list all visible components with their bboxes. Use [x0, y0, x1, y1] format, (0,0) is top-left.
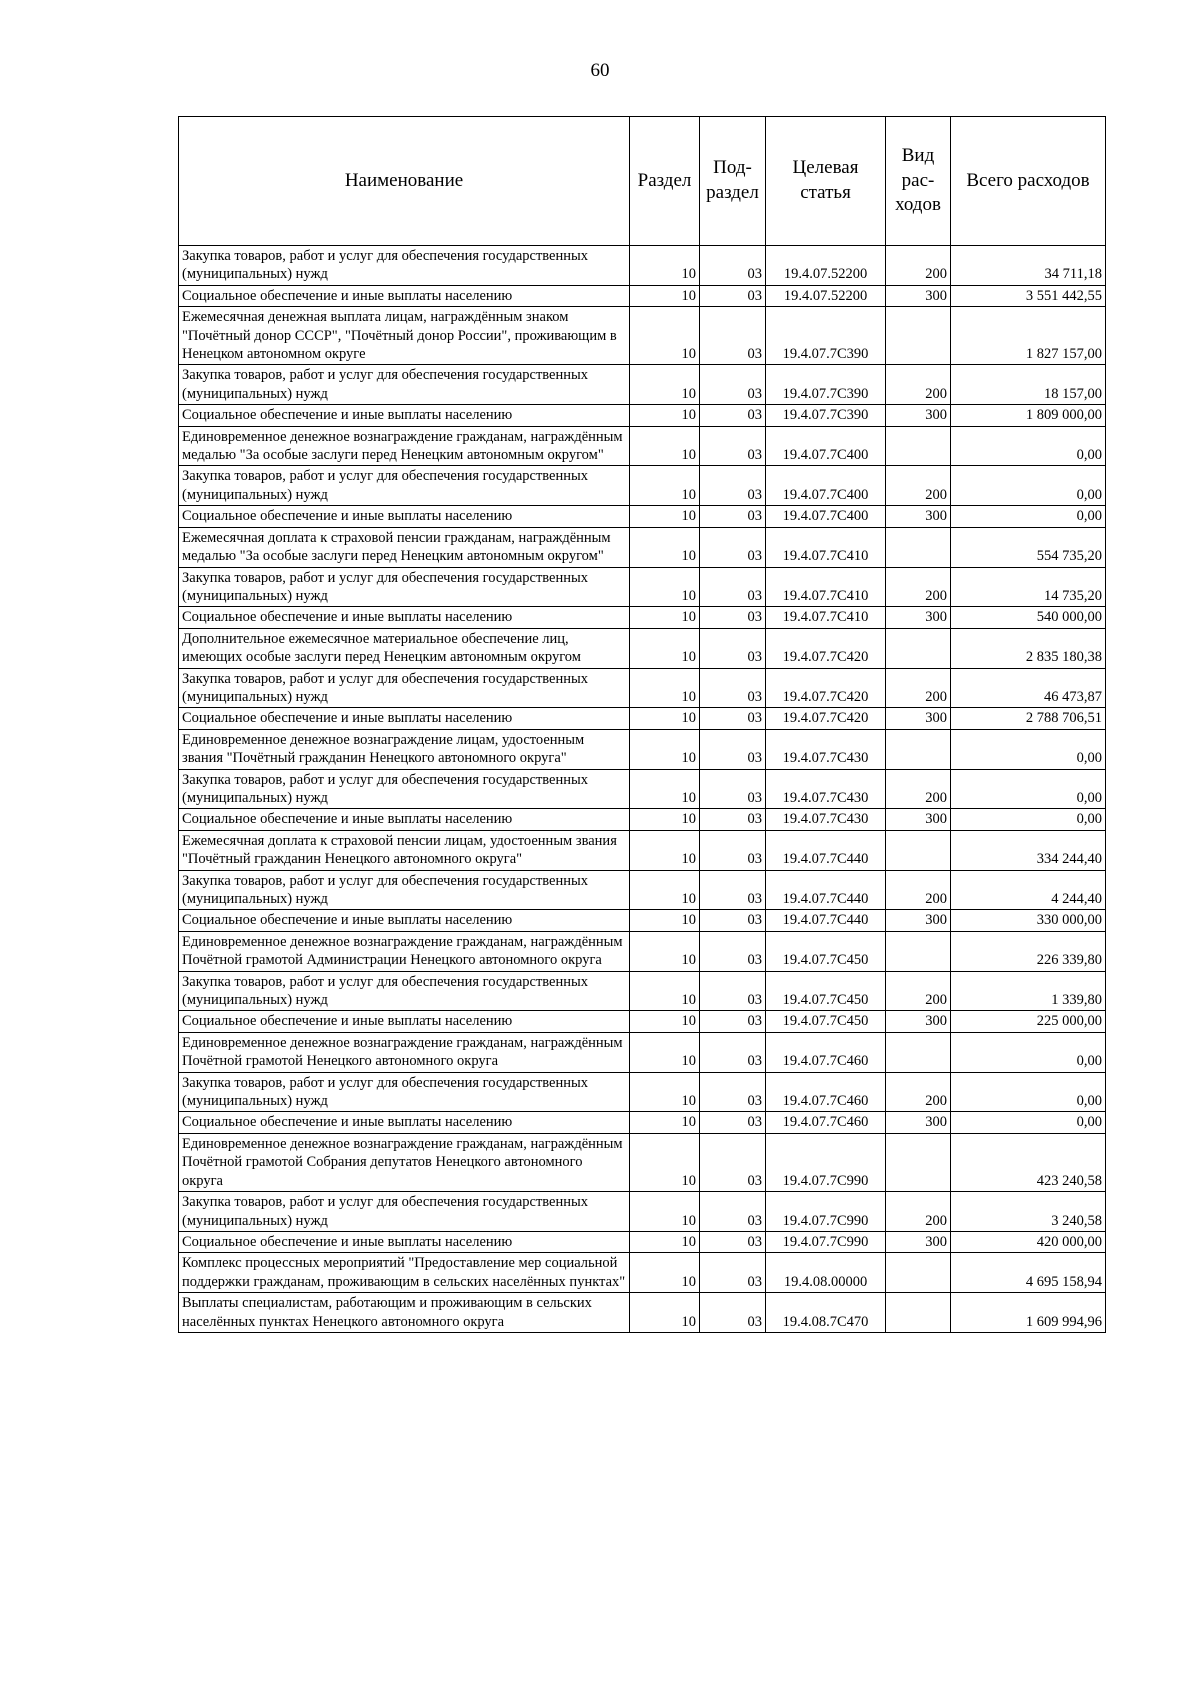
row-razdel-cell: 10	[630, 285, 700, 306]
row-razdel-cell: 10	[630, 971, 700, 1011]
table-row	[179, 567, 1106, 607]
row-name-cell: Закупка товаров, работ и услуг для обеспечения государственных (муниципальных) нужд	[179, 971, 630, 1011]
row-total-cell: 46 473,87	[951, 668, 1106, 708]
row-target-article-cell: 19.4.07.7С440	[766, 870, 886, 910]
row-podrazdel-cell: 03	[700, 307, 766, 365]
row-name-cell: Социальное обеспечение и иные выплаты населению	[179, 910, 630, 931]
row-podrazdel-cell: 03	[700, 1293, 766, 1333]
row-target-article-cell: 19.4.07.7С430	[766, 809, 886, 830]
row-razdel-cell: 10	[630, 668, 700, 708]
row-podrazdel-cell: 03	[700, 506, 766, 527]
row-razdel-cell: 10	[630, 870, 700, 910]
table-row	[179, 1231, 1106, 1252]
header-razdel: Раздел	[630, 117, 700, 246]
row-total-cell: 2 788 706,51	[951, 708, 1106, 729]
row-razdel-cell: 10	[630, 607, 700, 628]
row-name-cell: Закупка товаров, работ и услуг для обеспечения государственных (муниципальных) нужд	[179, 466, 630, 506]
row-total-cell: 3 551 442,55	[951, 285, 1106, 306]
row-podrazdel-cell: 03	[700, 830, 766, 870]
table-row	[179, 1072, 1106, 1112]
table-row	[179, 506, 1106, 527]
row-total-cell: 1 609 994,96	[951, 1293, 1106, 1333]
table-row	[179, 729, 1106, 769]
row-name-cell: Социальное обеспечение и иные выплаты населению	[179, 285, 630, 306]
row-podrazdel-cell: 03	[700, 246, 766, 286]
row-target-article-cell: 19.4.07.52200	[766, 246, 886, 286]
row-podrazdel-cell: 03	[700, 1133, 766, 1191]
row-total-cell: 0,00	[951, 1072, 1106, 1112]
row-podrazdel-cell: 03	[700, 1011, 766, 1032]
header-expense-type: Вид рас- ходов	[886, 117, 951, 246]
row-total-cell: 0,00	[951, 1112, 1106, 1133]
row-expense-type-cell: 200	[886, 769, 951, 809]
row-target-article-cell: 19.4.07.7С400	[766, 426, 886, 466]
table-row	[179, 1192, 1106, 1232]
row-name-cell: Единовременное денежное вознаграждение гражданам, награждённым Почётной грамотой Собрания депутатов Ненецкого автономного округа	[179, 1133, 630, 1191]
table-row	[179, 365, 1106, 405]
table-row	[179, 1133, 1106, 1191]
row-expense-type-cell	[886, 1293, 951, 1333]
row-expense-type-cell	[886, 307, 951, 365]
row-podrazdel-cell: 03	[700, 607, 766, 628]
row-target-article-cell: 19.4.08.7С470	[766, 1293, 886, 1333]
row-expense-type-cell: 300	[886, 285, 951, 306]
row-razdel-cell: 10	[630, 1253, 700, 1293]
row-podrazdel-cell: 03	[700, 405, 766, 426]
table-row	[179, 527, 1106, 567]
row-name-cell: Единовременное денежное вознаграждение гражданам, награждённым Почётной грамотой Администрации Ненецкого автономного округа	[179, 931, 630, 971]
row-total-cell: 423 240,58	[951, 1133, 1106, 1191]
header-target-article: Целевая статья	[766, 117, 886, 246]
row-expense-type-cell	[886, 1253, 951, 1293]
row-podrazdel-cell: 03	[700, 910, 766, 931]
table-row	[179, 668, 1106, 708]
row-razdel-cell: 10	[630, 527, 700, 567]
row-expense-type-cell	[886, 931, 951, 971]
row-name-cell: Социальное обеспечение и иные выплаты населению	[179, 708, 630, 729]
row-razdel-cell: 10	[630, 405, 700, 426]
row-target-article-cell: 19.4.07.7С450	[766, 1011, 886, 1032]
row-razdel-cell: 10	[630, 628, 700, 668]
row-podrazdel-cell: 03	[700, 870, 766, 910]
row-target-article-cell: 19.4.07.7С410	[766, 527, 886, 567]
row-expense-type-cell: 200	[886, 971, 951, 1011]
row-name-cell: Закупка товаров, работ и услуг для обеспечения государственных (муниципальных) нужд	[179, 246, 630, 286]
row-name-cell: Социальное обеспечение и иные выплаты населению	[179, 1011, 630, 1032]
row-razdel-cell: 10	[630, 506, 700, 527]
row-target-article-cell: 19.4.07.7С430	[766, 729, 886, 769]
row-podrazdel-cell: 03	[700, 1231, 766, 1252]
row-name-cell: Ежемесячная денежная выплата лицам, награждённым знаком "Почётный донор СССР", "Почётный донор России", проживающим в Ненецком автономном округе	[179, 307, 630, 365]
row-expense-type-cell: 300	[886, 1231, 951, 1252]
row-target-article-cell: 19.4.07.52200	[766, 285, 886, 306]
row-name-cell: Социальное обеспечение и иные выплаты населению	[179, 1112, 630, 1133]
row-razdel-cell: 10	[630, 769, 700, 809]
row-razdel-cell: 10	[630, 1192, 700, 1232]
table-row	[179, 628, 1106, 668]
row-razdel-cell: 10	[630, 931, 700, 971]
row-total-cell: 2 835 180,38	[951, 628, 1106, 668]
table-row	[179, 1112, 1106, 1133]
row-total-cell: 34 711,18	[951, 246, 1106, 286]
row-razdel-cell: 10	[630, 1133, 700, 1191]
row-name-cell: Социальное обеспечение и иные выплаты населению	[179, 1231, 630, 1252]
table-row	[179, 1011, 1106, 1032]
row-razdel-cell: 10	[630, 567, 700, 607]
row-total-cell: 1 339,80	[951, 971, 1106, 1011]
row-name-cell: Социальное обеспечение и иные выплаты населению	[179, 607, 630, 628]
header-podrazdel: Под- раздел	[700, 117, 766, 246]
row-name-cell: Закупка товаров, работ и услуг для обеспечения государственных (муниципальных) нужд	[179, 769, 630, 809]
header-name: Наименование	[179, 117, 630, 246]
table-row	[179, 307, 1106, 365]
row-podrazdel-cell: 03	[700, 1112, 766, 1133]
row-name-cell: Закупка товаров, работ и услуг для обеспечения государственных (муниципальных) нужд	[179, 365, 630, 405]
row-podrazdel-cell: 03	[700, 285, 766, 306]
row-podrazdel-cell: 03	[700, 708, 766, 729]
row-razdel-cell: 10	[630, 426, 700, 466]
row-expense-type-cell: 200	[886, 466, 951, 506]
row-name-cell: Комплекс процессных мероприятий "Предоставление мер социальной поддержки гражданам, проживающим в сельских населённых пунктах"	[179, 1253, 630, 1293]
row-target-article-cell: 19.4.07.7С430	[766, 769, 886, 809]
row-target-article-cell: 19.4.07.7С450	[766, 931, 886, 971]
row-total-cell: 0,00	[951, 729, 1106, 769]
row-razdel-cell: 10	[630, 1032, 700, 1072]
row-podrazdel-cell: 03	[700, 365, 766, 405]
row-podrazdel-cell: 03	[700, 971, 766, 1011]
row-name-cell: Ежемесячная доплата к страховой пенсии лицам, удостоенным звания "Почётный гражданин Ненецкого автономного округа"	[179, 830, 630, 870]
row-total-cell: 1 827 157,00	[951, 307, 1106, 365]
row-razdel-cell: 10	[630, 1011, 700, 1032]
row-target-article-cell: 19.4.07.7С450	[766, 971, 886, 1011]
page-number: 60	[590, 60, 610, 81]
row-razdel-cell: 10	[630, 1072, 700, 1112]
table-row	[179, 769, 1106, 809]
row-expense-type-cell: 200	[886, 870, 951, 910]
row-total-cell: 0,00	[951, 1032, 1106, 1072]
table-row	[179, 246, 1106, 286]
row-razdel-cell: 10	[630, 365, 700, 405]
row-expense-type-cell: 200	[886, 246, 951, 286]
row-razdel-cell: 10	[630, 809, 700, 830]
row-name-cell: Закупка товаров, работ и услуг для обеспечения государственных (муниципальных) нужд	[179, 1072, 630, 1112]
row-podrazdel-cell: 03	[700, 668, 766, 708]
row-expense-type-cell: 200	[886, 1192, 951, 1232]
row-target-article-cell: 19.4.07.7С440	[766, 910, 886, 931]
table-row	[179, 426, 1106, 466]
row-expense-type-cell	[886, 426, 951, 466]
row-podrazdel-cell: 03	[700, 628, 766, 668]
table-row	[179, 1032, 1106, 1072]
row-total-cell: 4 695 158,94	[951, 1253, 1106, 1293]
row-total-cell: 554 735,20	[951, 527, 1106, 567]
row-total-cell: 14 735,20	[951, 567, 1106, 607]
table-row	[179, 830, 1106, 870]
row-total-cell: 226 339,80	[951, 931, 1106, 971]
row-podrazdel-cell: 03	[700, 1032, 766, 1072]
row-total-cell: 0,00	[951, 506, 1106, 527]
table-row	[179, 708, 1106, 729]
row-name-cell: Дополнительное ежемесячное материальное обеспечение лиц, имеющих особые заслуги перед Ненецким автономным округом	[179, 628, 630, 668]
row-podrazdel-cell: 03	[700, 1253, 766, 1293]
row-expense-type-cell	[886, 1032, 951, 1072]
row-target-article-cell: 19.4.07.7С440	[766, 830, 886, 870]
row-expense-type-cell: 300	[886, 405, 951, 426]
row-razdel-cell: 10	[630, 1293, 700, 1333]
row-podrazdel-cell: 03	[700, 809, 766, 830]
table-row	[179, 405, 1106, 426]
row-target-article-cell: 19.4.07.7С990	[766, 1192, 886, 1232]
row-expense-type-cell: 200	[886, 567, 951, 607]
row-podrazdel-cell: 03	[700, 567, 766, 607]
row-target-article-cell: 19.4.07.7С410	[766, 607, 886, 628]
table-row	[179, 809, 1106, 830]
row-razdel-cell: 10	[630, 830, 700, 870]
row-expense-type-cell: 300	[886, 708, 951, 729]
row-expense-type-cell: 300	[886, 607, 951, 628]
row-name-cell: Единовременное денежное вознаграждение лицам, удостоенным звания "Почётный гражданин Ненецкого автономного округа"	[179, 729, 630, 769]
row-total-cell: 0,00	[951, 426, 1106, 466]
table-row	[179, 870, 1106, 910]
row-total-cell: 225 000,00	[951, 1011, 1106, 1032]
row-podrazdel-cell: 03	[700, 466, 766, 506]
table-row	[179, 971, 1106, 1011]
row-total-cell: 4 244,40	[951, 870, 1106, 910]
row-expense-type-cell: 200	[886, 668, 951, 708]
table-header-row	[179, 117, 1106, 246]
table-row	[179, 1253, 1106, 1293]
table-row	[179, 285, 1106, 306]
row-name-cell: Единовременное денежное вознаграждение гражданам, награждённым Почётной грамотой Ненецкого автономного округа	[179, 1032, 630, 1072]
row-expense-type-cell	[886, 729, 951, 769]
row-target-article-cell: 19.4.07.7С400	[766, 466, 886, 506]
row-podrazdel-cell: 03	[700, 729, 766, 769]
row-target-article-cell: 19.4.07.7С420	[766, 628, 886, 668]
row-total-cell: 420 000,00	[951, 1231, 1106, 1252]
row-target-article-cell: 19.4.07.7С420	[766, 708, 886, 729]
row-expense-type-cell	[886, 628, 951, 668]
row-name-cell: Социальное обеспечение и иные выплаты населению	[179, 506, 630, 527]
table-row	[179, 466, 1106, 506]
budget-table	[178, 116, 1106, 1333]
table-row	[179, 931, 1106, 971]
row-target-article-cell: 19.4.07.7С460	[766, 1112, 886, 1133]
row-expense-type-cell: 300	[886, 1011, 951, 1032]
row-expense-type-cell: 200	[886, 365, 951, 405]
row-expense-type-cell: 300	[886, 910, 951, 931]
row-podrazdel-cell: 03	[700, 769, 766, 809]
row-target-article-cell: 19.4.07.7С990	[766, 1231, 886, 1252]
row-razdel-cell: 10	[630, 246, 700, 286]
table-row	[179, 910, 1106, 931]
row-name-cell: Закупка товаров, работ и услуг для обеспечения государственных (муниципальных) нужд	[179, 1192, 630, 1232]
row-razdel-cell: 10	[630, 729, 700, 769]
table-row	[179, 607, 1106, 628]
row-podrazdel-cell: 03	[700, 426, 766, 466]
row-name-cell: Закупка товаров, работ и услуг для обеспечения государственных (муниципальных) нужд	[179, 870, 630, 910]
row-name-cell: Ежемесячная доплата к страховой пенсии гражданам, награждённым медалью "За особые заслуги перед Ненецким автономным округом"	[179, 527, 630, 567]
row-total-cell: 330 000,00	[951, 910, 1106, 931]
row-target-article-cell: 19.4.07.7С390	[766, 365, 886, 405]
row-expense-type-cell	[886, 527, 951, 567]
row-total-cell: 1 809 000,00	[951, 405, 1106, 426]
row-razdel-cell: 10	[630, 307, 700, 365]
row-razdel-cell: 10	[630, 466, 700, 506]
row-total-cell: 0,00	[951, 769, 1106, 809]
row-target-article-cell: 19.4.07.7С400	[766, 506, 886, 527]
row-expense-type-cell	[886, 1133, 951, 1191]
row-target-article-cell: 19.4.07.7С390	[766, 405, 886, 426]
row-target-article-cell: 19.4.07.7С420	[766, 668, 886, 708]
row-razdel-cell: 10	[630, 1231, 700, 1252]
row-podrazdel-cell: 03	[700, 931, 766, 971]
row-name-cell: Социальное обеспечение и иные выплаты населению	[179, 405, 630, 426]
header-total: Всего расходов	[951, 117, 1106, 246]
row-expense-type-cell	[886, 830, 951, 870]
row-expense-type-cell: 300	[886, 506, 951, 527]
row-target-article-cell: 19.4.07.7С990	[766, 1133, 886, 1191]
row-total-cell: 334 244,40	[951, 830, 1106, 870]
row-podrazdel-cell: 03	[700, 1192, 766, 1232]
row-target-article-cell: 19.4.08.00000	[766, 1253, 886, 1293]
row-target-article-cell: 19.4.07.7С460	[766, 1072, 886, 1112]
row-total-cell: 0,00	[951, 809, 1106, 830]
row-name-cell: Закупка товаров, работ и услуг для обеспечения государственных (муниципальных) нужд	[179, 668, 630, 708]
row-name-cell: Закупка товаров, работ и услуг для обеспечения государственных (муниципальных) нужд	[179, 567, 630, 607]
row-target-article-cell: 19.4.07.7С410	[766, 567, 886, 607]
row-target-article-cell: 19.4.07.7С460	[766, 1032, 886, 1072]
row-total-cell: 540 000,00	[951, 607, 1106, 628]
row-razdel-cell: 10	[630, 1112, 700, 1133]
row-name-cell: Выплаты специалистам, работающим и проживающим в сельских населённых пунктах Ненецкого автономного округа	[179, 1293, 630, 1333]
row-target-article-cell: 19.4.07.7С390	[766, 307, 886, 365]
row-expense-type-cell: 300	[886, 809, 951, 830]
row-expense-type-cell: 300	[886, 1112, 951, 1133]
row-podrazdel-cell: 03	[700, 1072, 766, 1112]
row-expense-type-cell: 200	[886, 1072, 951, 1112]
row-podrazdel-cell: 03	[700, 527, 766, 567]
table-row	[179, 1293, 1106, 1333]
row-razdel-cell: 10	[630, 708, 700, 729]
row-total-cell: 0,00	[951, 466, 1106, 506]
row-razdel-cell: 10	[630, 910, 700, 931]
row-name-cell: Социальное обеспечение и иные выплаты населению	[179, 809, 630, 830]
row-total-cell: 18 157,00	[951, 365, 1106, 405]
row-total-cell: 3 240,58	[951, 1192, 1106, 1232]
row-name-cell: Единовременное денежное вознаграждение гражданам, награждённым медалью "За особые заслуги перед Ненецким автономным округом"	[179, 426, 630, 466]
